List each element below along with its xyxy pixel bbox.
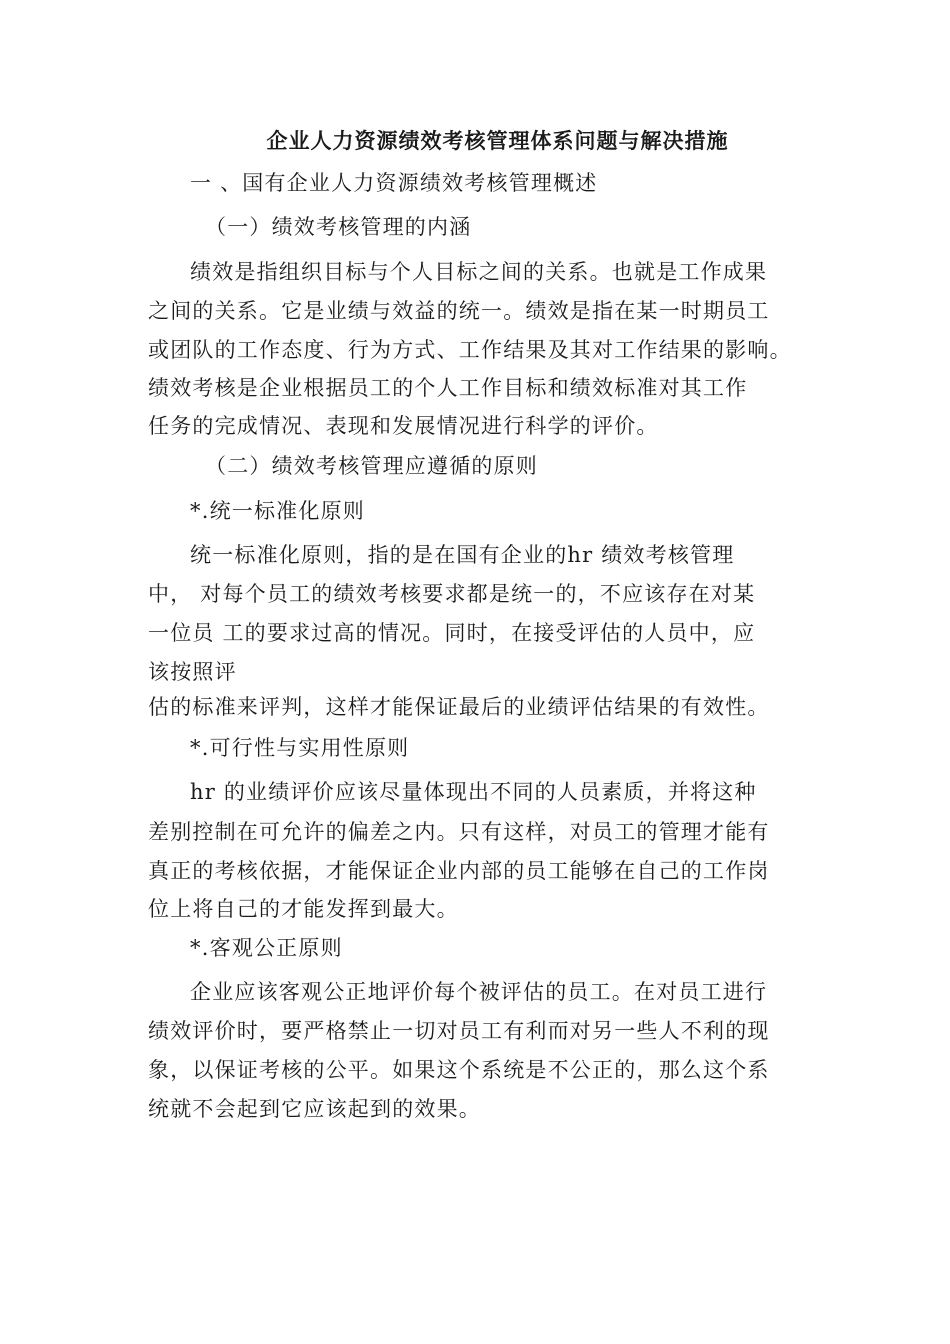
paragraph-line: 一位员 工的要求过高的情况。同时，在接受评估的人员中，应	[148, 621, 756, 645]
paragraph-line: 该按照评	[148, 660, 237, 684]
paragraph-line: hr 的业绩评价应该尽量体现出不同的人员素质，并将这种	[190, 780, 757, 804]
paragraph-line: 绩效评价时，要严格禁止一切对员工有利而对另一些人不利的现	[148, 1019, 770, 1043]
section-heading: 一 、国有企业人力资源绩效考核管理概述	[190, 171, 598, 195]
principle-heading: *.客观公正原则	[190, 936, 343, 960]
paragraph-line: 统就不会起到它应该起到的效果。	[148, 1097, 481, 1121]
paragraph-line: 估的标准来评判，这样才能保证最后的业绩评估结果的有效性。	[148, 695, 770, 719]
paragraph-line: 之间的关系。它是业绩与效益的统一。绩效是指在某一时期员工	[148, 299, 770, 323]
subsection-heading: （二）绩效考核管理应遵循的原则	[205, 454, 538, 478]
paragraph-line: 绩效考核是企业根据员工的个人工作目标和绩效标准对其工作	[148, 376, 748, 400]
paragraph-line: 绩效是指组织目标与个人目标之间的关系。也就是工作成果	[190, 260, 768, 284]
document-title: 企业人力资源绩效考核管理体系问题与解决措施	[266, 128, 729, 153]
paragraph-line: 或团队的工作态度、行为方式、工作结果及其对工作结果的影响。	[148, 338, 792, 362]
paragraph-line: 差别控制在可允许的偏差之内。只有这样，对员工的管理才能有	[148, 820, 770, 844]
paragraph-line: 企业应该客观公正地评价每个被评估的员工。在对员工进行	[190, 980, 768, 1004]
paragraph-line: 统一标准化原则，指的是在国有企业的hr 绩效考核管理	[190, 543, 735, 567]
paragraph-line: 位上将自己的才能发挥到最大。	[148, 897, 459, 921]
principle-heading: *.可行性与实用性原则	[190, 736, 410, 760]
paragraph-line: 任务的完成情况、表现和发展情况进行科学的评价。	[148, 414, 659, 438]
principle-heading: *.统一标准化原则	[190, 499, 365, 523]
paragraph-line: 象，以保证考核的公平。如果这个系统是不公正的，那么这个系	[148, 1058, 770, 1082]
paragraph-line: 真正的考核依据，才能保证企业内部的员工能够在自己的工作岗	[148, 859, 770, 883]
paragraph-line: 中， 对每个员工的绩效考核要求都是统一的，不应该存在对某	[148, 582, 756, 606]
subsection-heading: （一）绩效考核管理的内涵	[205, 215, 472, 239]
